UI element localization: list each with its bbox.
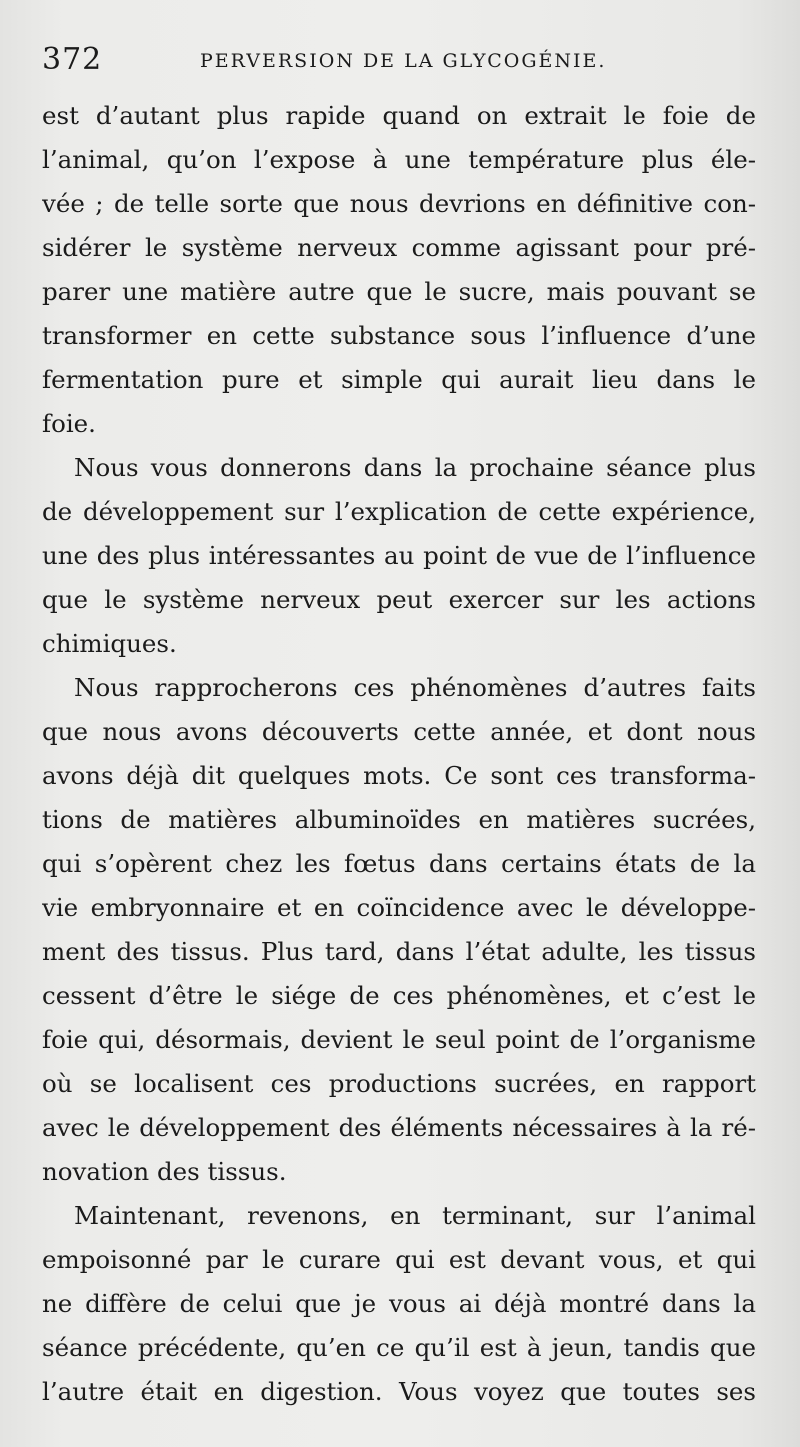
paragraph-start-line: Maintenant, revenons, en terminant, sur l’animal [74, 1201, 756, 1230]
text-line: que le système nerveux peut exercer sur les actions [42, 585, 756, 614]
text-line: ment des tissus. Plus tard, dans l’état adulte, les tissus [42, 937, 756, 966]
text-line: novation des tissus. [42, 1157, 287, 1186]
text-line: sidérer le système nerveux comme agissant pour pré- [42, 233, 756, 262]
text-line: parer une matière autre que le sucre, mais pouvant se [42, 277, 756, 306]
text-line: que nous avons découverts cette année, et dont nous [42, 717, 756, 746]
paragraph-start-line: Nous vous donnerons dans la prochaine séance plus [74, 453, 756, 482]
page-header [42, 40, 758, 84]
text-line: foie qui, désormais, devient le seul point de l’organisme [42, 1025, 756, 1054]
text-line: ne diffère de celui que je vous ai déjà montré dans la [42, 1289, 756, 1318]
text-line: séance précédente, qu’en ce qu’il est à jeun, tandis que [42, 1333, 756, 1362]
text-line: cessent d’être le siége de ces phénomènes, et c’est le [42, 981, 756, 1010]
running-head: PERVERSION DE LA GLYCOGÉNIE. [200, 50, 607, 72]
text-line: une des plus intéressantes au point de vue de l’influence [42, 541, 756, 570]
text-line: de développement sur l’explication de cette expérience, [42, 497, 756, 526]
text-line: vée ; de telle sorte que nous devrions en définitive con- [42, 189, 756, 218]
text-line: empoisonné par le curare qui est devant vous, et qui [42, 1245, 756, 1274]
text-line: avec le développement des éléments nécessaires à la ré- [42, 1113, 756, 1142]
text-line: foie. [42, 409, 96, 438]
body-text [42, 94, 756, 1414]
text-line: l’animal, qu’on l’expose à une température plus éle- [42, 145, 756, 174]
text-line: transformer en cette substance sous l’influence d’une [42, 321, 756, 350]
text-line: est d’autant plus rapide quand on extrait le foie de [42, 101, 756, 130]
text-line: où se localisent ces productions sucrées, en rapport [42, 1069, 756, 1098]
text-line: l’autre était en digestion. Vous voyez que toutes ses [42, 1377, 756, 1406]
text-line: avons déjà dit quelques mots. Ce sont ces transforma- [42, 761, 756, 790]
paragraph-start-line: Nous rapprocherons ces phénomènes d’autres faits [74, 673, 756, 702]
text-line: fermentation pure et simple qui aurait lieu dans le [42, 365, 756, 394]
text-line: qui s’opèrent chez les fœtus dans certains états de la [42, 849, 756, 878]
text-line: tions de matières albuminoïdes en matières sucrées, [42, 805, 756, 834]
text-line: vie embryonnaire et en coïncidence avec le développe- [42, 893, 756, 922]
text-line: chimiques. [42, 629, 177, 658]
page-number: 372 [42, 42, 103, 77]
